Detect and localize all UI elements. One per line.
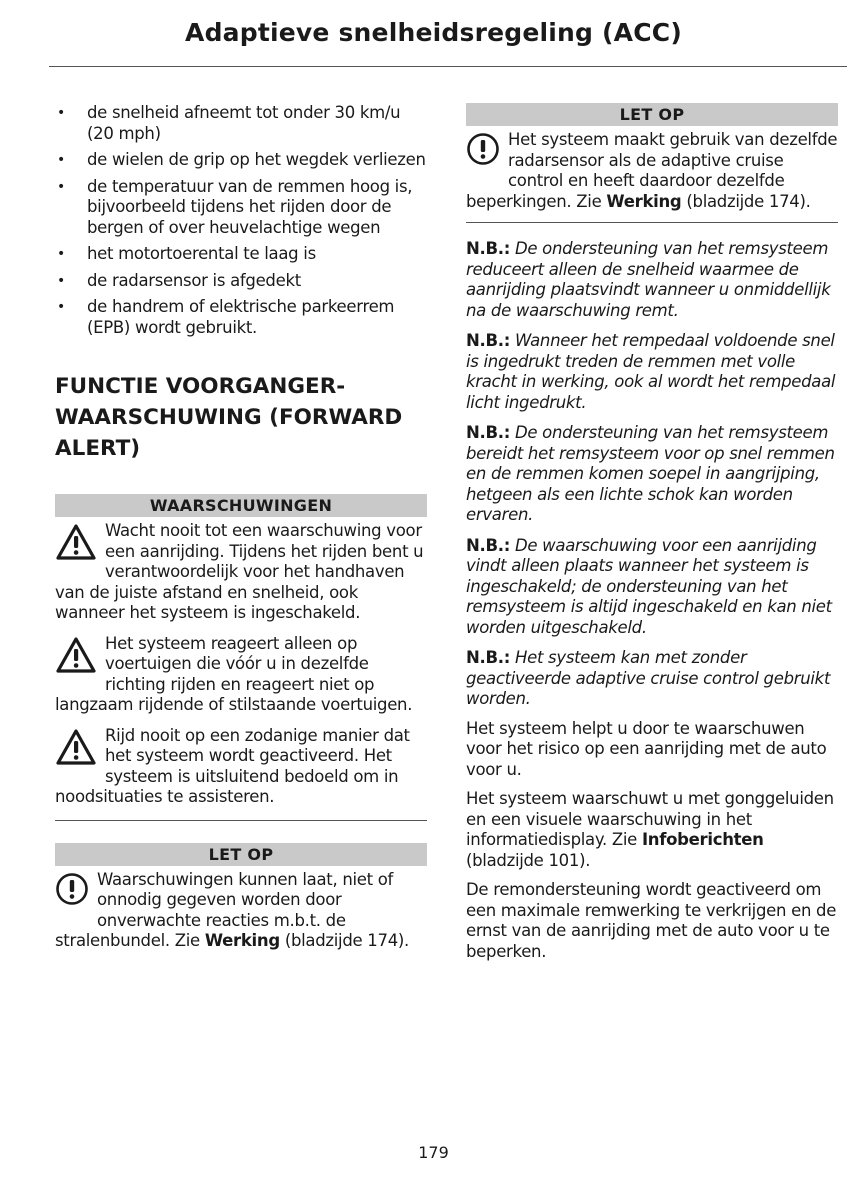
list-item: • de wielen de grip op het wegdek verliezen (57, 150, 426, 169)
note-label: N.B.: (466, 648, 511, 667)
caution-header: LET OP (55, 843, 427, 866)
note-label: N.B.: (466, 535, 511, 555)
note: N.B.: Het systeem kan met zonder geactiveerde adaptive cruise control gebruikt worden. (466, 648, 831, 708)
caution-item: Het systeem maakt gebruik van dezelfde radarsensor als de adaptive cruise control en heeft daardoor dezelfde beperkingen. Zie Werking (bladzijde 174). (466, 130, 838, 211)
bullet-marker: • (57, 105, 65, 121)
caution-box (55, 843, 427, 952)
list-item: • de radarsensor is afgedekt (57, 270, 301, 290)
body-paragraph: Het systeem waarschuwt u met gonggeluiden en een visuele waarschuwing in het informatiedisplay. Zie Infoberichten (bladzijde 101). (466, 789, 834, 870)
warning-item: Rijd nooit op een zodanige manier dat het systeem wordt geactiveerd. Het systeem is uitsluitend bedoeld om in noodsituaties te assisteren. (55, 725, 410, 806)
page-title: Adaptieve snelheidsregeling (ACC) (185, 18, 682, 47)
note-label: N.B.: (466, 331, 511, 350)
note-label: N.B.: (466, 423, 511, 442)
bullet-marker: • (57, 272, 65, 289)
caution-exclamation-icon (466, 132, 500, 172)
warnings-header: WAARSCHUWINGEN (55, 494, 427, 517)
caution-exclamation-icon (55, 872, 89, 912)
note: N.B.: Wanneer het rempedaal voldoende snel is ingedrukt treden de remmen met volle kracht in werking, ook al wordt het rempedaal licht ingedrukt. (466, 331, 836, 412)
box-divider (55, 820, 427, 821)
list-item: • de handrem of elektrische parkeerrem (EPB) wordt gebruikt. (57, 297, 395, 337)
section-heading: FUNCTIE VOORGANGER- WAARSCHUWING (FORWARD ALERT) (55, 374, 403, 461)
warning-triangle-icon (55, 523, 97, 567)
cross-reference-link[interactable]: Werking (606, 191, 682, 211)
warning-item: Het systeem reageert alleen op voertuigen die vóór u in dezelfde richting rijden en reageert niet op langzaam rijdende of stilstaande voertuigen. (55, 633, 413, 714)
note: N.B.: De ondersteuning van het remsysteem reduceert alleen de snelheid waarmee de aanrijding plaatsvindt wanneer u onmiddellijk na de waarschuwing remt. (466, 239, 831, 320)
box-divider (466, 222, 838, 223)
caution-box (466, 103, 838, 223)
list-item: • het motortoerental te laag is (57, 244, 316, 263)
page-number: 179 (418, 1143, 449, 1162)
note: N.B.: De waarschuwing voor een aanrijding vindt alleen plaats wanneer het systeem is ingeschakeld; de ondersteuning van het remsysteem is altijd ingeschakeld en kan niet worden uitgeschakeld. (466, 535, 832, 637)
list-item: • de temperatuur van de remmen hoog is, bijvoorbeeld tijdens het rijden door de bergen of over heuvelachtige wegen (57, 176, 413, 237)
body-paragraph: De remondersteuning wordt geactiveerd om een maximale remwerking te verkrijgen en de ernst van de aanrijding met de auto voor u te beperken. (466, 880, 837, 961)
cross-reference-link[interactable]: Werking (204, 931, 280, 950)
note-label: N.B.: (466, 239, 511, 258)
note: N.B.: De ondersteuning van het remsysteem bereidt het remsysteem voor op snel remmen en de remmen komen soepel in aangrijping, hetgeen als een lichte schok kan worden ervaren. (466, 423, 835, 524)
list-item: • de snelheid afneemt tot onder 30 km/u (20 mph) (57, 103, 401, 143)
warning-triangle-icon (55, 728, 97, 772)
title-divider (49, 66, 847, 67)
warning-triangle-icon (55, 636, 97, 680)
left-column (55, 103, 427, 952)
body-paragraph: Het systeem helpt u door te waarschuwen voor het risico op een aanrijding met de auto voor u. (466, 718, 827, 779)
bullet-marker: • (57, 178, 65, 195)
right-column (466, 103, 838, 962)
caution-item: Waarschuwingen kunnen laat, niet of onnodig gegeven worden door onverwachte reacties m.b.t. de stralenbundel. Zie Werking (bladzijde 174). (55, 869, 409, 950)
bullet-marker: • (57, 299, 65, 315)
warning-item: Wacht nooit tot een waarschuwing voor een aanrijding. Tijdens het rijden bent u verantwoordelijk voor het handhaven van de juiste afstand en snelheid, ook wanneer het systeem is ingeschakeld. (55, 521, 424, 622)
cross-reference-link[interactable]: Infoberichten (641, 830, 764, 849)
condition-list (55, 103, 427, 338)
warnings-box (55, 494, 427, 821)
bullet-marker: • (57, 246, 65, 262)
bullet-marker: • (57, 152, 65, 168)
caution-header: LET OP (466, 103, 838, 126)
